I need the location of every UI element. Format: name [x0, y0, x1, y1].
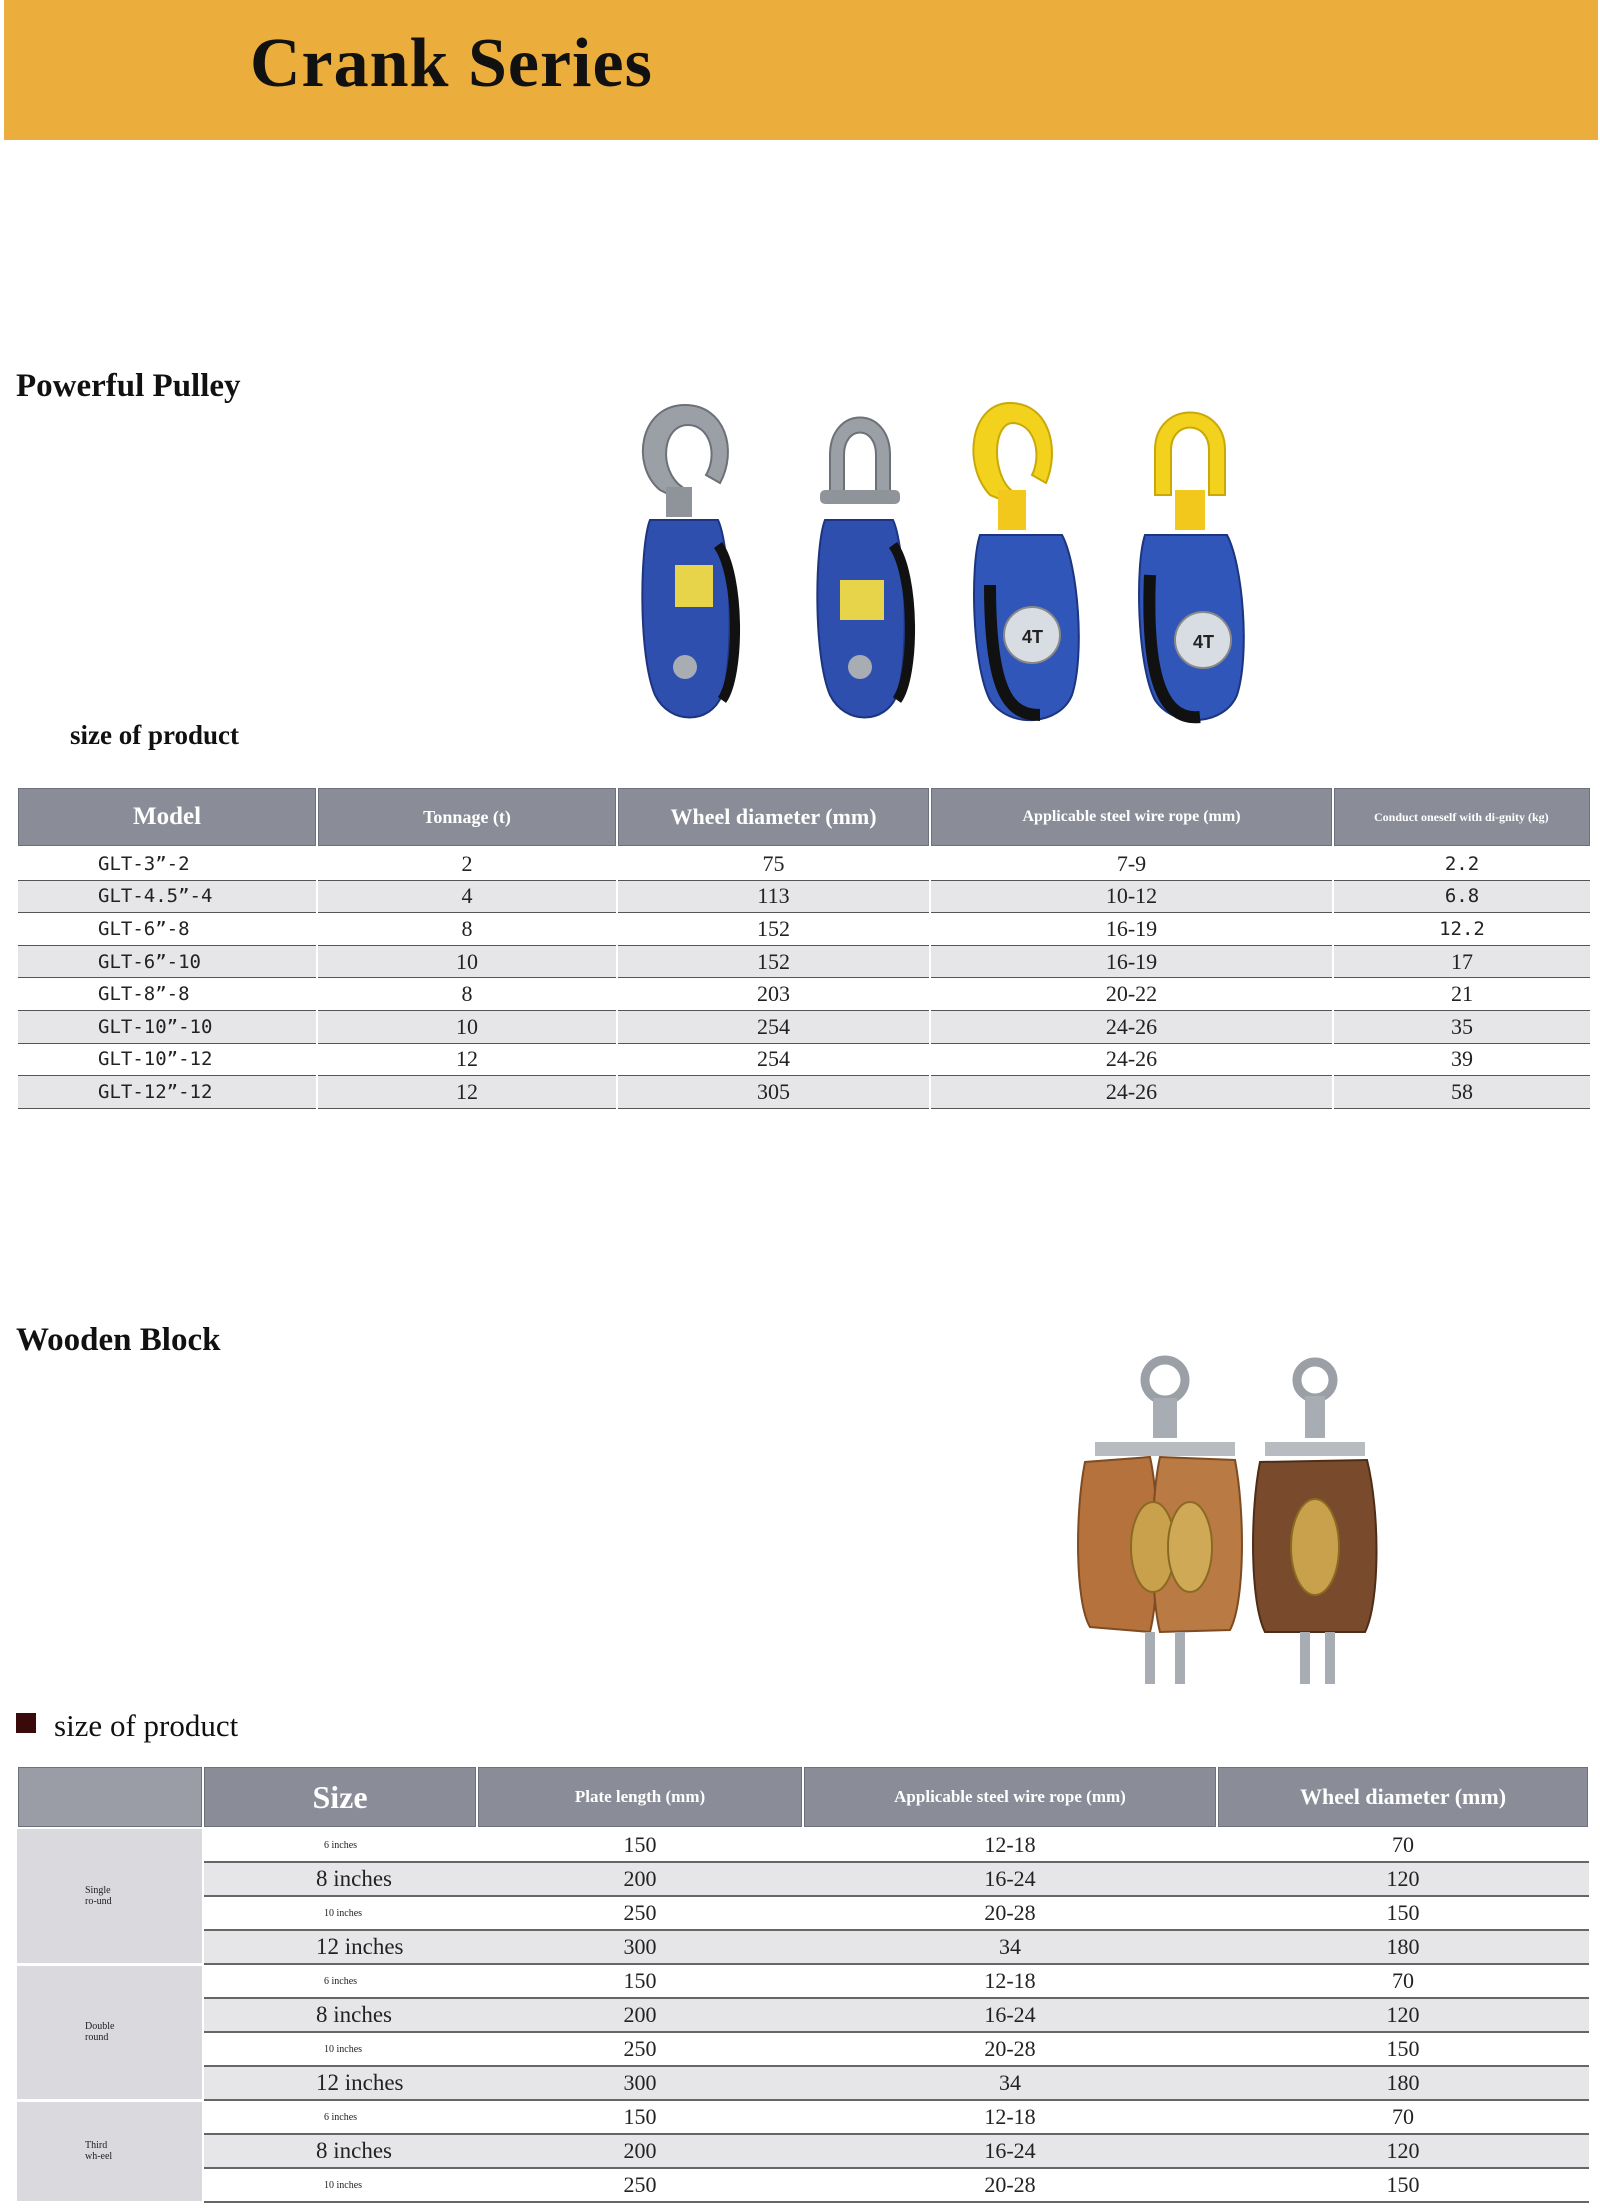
size-cell: 6 inches — [203, 2100, 477, 2134]
table-row — [17, 880, 1591, 913]
section-title-powerful-pulley: Powerful Pulley — [16, 368, 241, 404]
yellow-shackle-pulley-image — [1139, 413, 1244, 721]
page-title: Crank Series — [250, 25, 653, 102]
plate-length-cell: 300 — [477, 2066, 803, 2100]
plate-length-cell: 200 — [477, 2134, 803, 2168]
plate-length-cell: 200 — [477, 1998, 803, 2032]
wheel-diameter-cell: 152 — [617, 945, 930, 978]
wheel-diameter-cell: 150 — [1217, 1896, 1589, 1930]
wire-rope-cell: 12-18 — [803, 2100, 1217, 2134]
weight-cell: 39 — [1333, 1043, 1591, 1076]
wire-rope-cell: 20-28 — [803, 2032, 1217, 2066]
col-header-wheel-diameter: Wheel diameter (mm) — [617, 787, 930, 847]
plate-length-cell: 150 — [477, 2100, 803, 2134]
table-row — [17, 945, 1591, 978]
col-header-weight: Conduct oneself with di-gnity (kg) — [1333, 787, 1591, 847]
wheel-diameter-cell: 70 — [1217, 1828, 1589, 1862]
table-header-row — [17, 1766, 1589, 1828]
size-cell: 12 inches — [203, 1930, 477, 1964]
single-wooden-block-image — [1253, 1362, 1376, 1684]
wheel-diameter-cell: 203 — [617, 978, 930, 1011]
wire-rope-cell: 16-24 — [803, 2134, 1217, 2168]
size-cell: 6 inches — [203, 1828, 477, 1862]
table-row — [17, 913, 1591, 946]
wheel-diameter-cell: 305 — [617, 1076, 930, 1109]
wire-rope-cell: 16-19 — [930, 945, 1333, 978]
wheel-diameter-cell: 150 — [1217, 2168, 1589, 2202]
plate-length-cell: 250 — [477, 2032, 803, 2066]
bullet-square-icon — [16, 1713, 36, 1733]
weight-cell: 2.2 — [1333, 847, 1591, 880]
plate-length-cell: 250 — [477, 1896, 803, 1930]
table-row — [17, 1010, 1591, 1043]
col-header-size: Size — [203, 1766, 477, 1828]
table-row — [17, 1076, 1591, 1109]
model-cell: GLT-8”-8 — [17, 978, 317, 1011]
tonnage-cell: 10 — [317, 945, 617, 978]
wire-rope-cell: 16-24 — [803, 1862, 1217, 1896]
wire-rope-cell: 20-28 — [803, 2168, 1217, 2202]
wire-rope-cell: 7-9 — [930, 847, 1333, 880]
wheel-diameter-cell: 75 — [617, 847, 930, 880]
double-wooden-block-image — [1078, 1360, 1242, 1684]
wire-rope-cell: 34 — [803, 1930, 1217, 1964]
model-cell: GLT-12”-12 — [17, 1076, 317, 1109]
wire-rope-cell: 16-24 — [803, 1998, 1217, 2032]
col-header-wire-rope: Applicable steel wire rope (mm) — [803, 1766, 1217, 1828]
svg-text:4T: 4T — [1022, 627, 1044, 647]
weight-cell: 12.2 — [1333, 913, 1591, 946]
model-cell: GLT-3”-2 — [17, 847, 317, 880]
wheel-diameter-cell: 254 — [617, 1043, 930, 1076]
plate-length-cell: 200 — [477, 1862, 803, 1896]
group-label-cell: Third wh-eel — [17, 2100, 203, 2202]
table-row — [17, 2066, 1589, 2100]
table-row — [17, 978, 1591, 1011]
wheel-diameter-cell: 152 — [617, 913, 930, 946]
wheel-diameter-cell: 254 — [617, 1010, 930, 1043]
size-cell: 8 inches — [203, 1862, 477, 1896]
wire-rope-cell: 34 — [803, 2066, 1217, 2100]
wheel-diameter-cell: 113 — [617, 880, 930, 913]
size-cell: 8 inches — [203, 1998, 477, 2032]
model-cell: GLT-4.5”-4 — [17, 880, 317, 913]
table-row — [17, 1043, 1591, 1076]
plate-length-cell: 300 — [477, 1930, 803, 1964]
wheel-diameter-cell: 180 — [1217, 1930, 1589, 1964]
size-of-product-label-2: size of product — [54, 1708, 239, 1743]
wire-rope-cell: 10-12 — [930, 880, 1333, 913]
table-row — [17, 847, 1591, 880]
wheel-diameter-cell: 120 — [1217, 2134, 1589, 2168]
wire-rope-cell: 12-18 — [803, 1964, 1217, 1998]
pulley-spec-table — [16, 786, 1592, 1109]
weight-cell: 21 — [1333, 978, 1591, 1011]
table-row — [17, 1862, 1589, 1896]
table-row — [17, 1828, 1589, 1862]
tonnage-cell: 10 — [317, 1010, 617, 1043]
weight-cell: 17 — [1333, 945, 1591, 978]
plate-length-cell: 150 — [477, 1828, 803, 1862]
wheel-diameter-cell: 120 — [1217, 1862, 1589, 1896]
wooden-block-spec-table — [16, 1765, 1590, 2204]
yellow-hook-pulley-image — [973, 403, 1078, 720]
model-cell: GLT-10”-12 — [17, 1043, 317, 1076]
table-row — [17, 2134, 1589, 2168]
wheel-diameter-cell: 150 — [1217, 2032, 1589, 2066]
col-header-group-blank — [17, 1766, 203, 1828]
wire-rope-cell: 24-26 — [930, 1043, 1333, 1076]
table-row — [17, 1896, 1589, 1930]
size-cell: 10 inches — [203, 2032, 477, 2066]
size-cell: 12 inches — [203, 2066, 477, 2100]
table-row — [17, 1964, 1589, 1998]
wire-rope-cell: 20-28 — [803, 1896, 1217, 1930]
model-cell: GLT-10”-10 — [17, 1010, 317, 1043]
header-banner — [4, 0, 1598, 140]
col-header-model: Model — [17, 787, 317, 847]
pulley-product-images — [610, 395, 1370, 735]
wire-rope-cell: 24-26 — [930, 1010, 1333, 1043]
group-label-cell: Double round — [17, 1964, 203, 2100]
wooden-block-product-images — [1065, 1352, 1380, 1687]
table-header-row — [17, 787, 1591, 847]
tonnage-cell: 4 — [317, 880, 617, 913]
size-cell: 6 inches — [203, 1964, 477, 1998]
weight-cell: 35 — [1333, 1010, 1591, 1043]
wire-rope-cell: 16-19 — [930, 913, 1333, 946]
plate-length-cell: 150 — [477, 1964, 803, 1998]
tonnage-cell: 2 — [317, 847, 617, 880]
wheel-diameter-cell: 70 — [1217, 2100, 1589, 2134]
tonnage-cell: 12 — [317, 1076, 617, 1109]
size-cell: 10 inches — [203, 1896, 477, 1930]
wheel-diameter-cell: 180 — [1217, 2066, 1589, 2100]
wire-rope-cell: 24-26 — [930, 1076, 1333, 1109]
col-header-plate-length: Plate length (mm) — [477, 1766, 803, 1828]
col-header-tonnage: Tonnage (t) — [317, 787, 617, 847]
size-cell: 8 inches — [203, 2134, 477, 2168]
col-header-wheel-diameter: Wheel diameter (mm) — [1217, 1766, 1589, 1828]
table-row — [17, 1998, 1589, 2032]
wheel-diameter-cell: 70 — [1217, 1964, 1589, 1998]
tonnage-cell: 8 — [317, 978, 617, 1011]
weight-cell: 6.8 — [1333, 880, 1591, 913]
section-title-wooden-block: Wooden Block — [16, 1322, 221, 1358]
tonnage-cell: 12 — [317, 1043, 617, 1076]
wheel-diameter-cell: 120 — [1217, 1998, 1589, 2032]
weight-cell: 58 — [1333, 1076, 1591, 1109]
blue-shackle-pulley-image — [817, 418, 910, 718]
table-row — [17, 2100, 1589, 2134]
svg-text:4T: 4T — [1193, 632, 1215, 652]
wire-rope-cell: 12-18 — [803, 1828, 1217, 1862]
wire-rope-cell: 20-22 — [930, 978, 1333, 1011]
plate-length-cell: 250 — [477, 2168, 803, 2202]
tonnage-cell: 8 — [317, 913, 617, 946]
model-cell: GLT-6”-8 — [17, 913, 317, 946]
blue-hook-pulley-image — [642, 405, 735, 718]
group-label-cell: Single ro-und — [17, 1828, 203, 1964]
col-header-wire-rope: Applicable steel wire rope (mm) — [930, 787, 1333, 847]
size-cell: 10 inches — [203, 2168, 477, 2202]
size-of-product-label-1: size of product — [70, 720, 239, 750]
table-row — [17, 2168, 1589, 2202]
table-row — [17, 2032, 1589, 2066]
table-row — [17, 1930, 1589, 1964]
model-cell: GLT-6”-10 — [17, 945, 317, 978]
